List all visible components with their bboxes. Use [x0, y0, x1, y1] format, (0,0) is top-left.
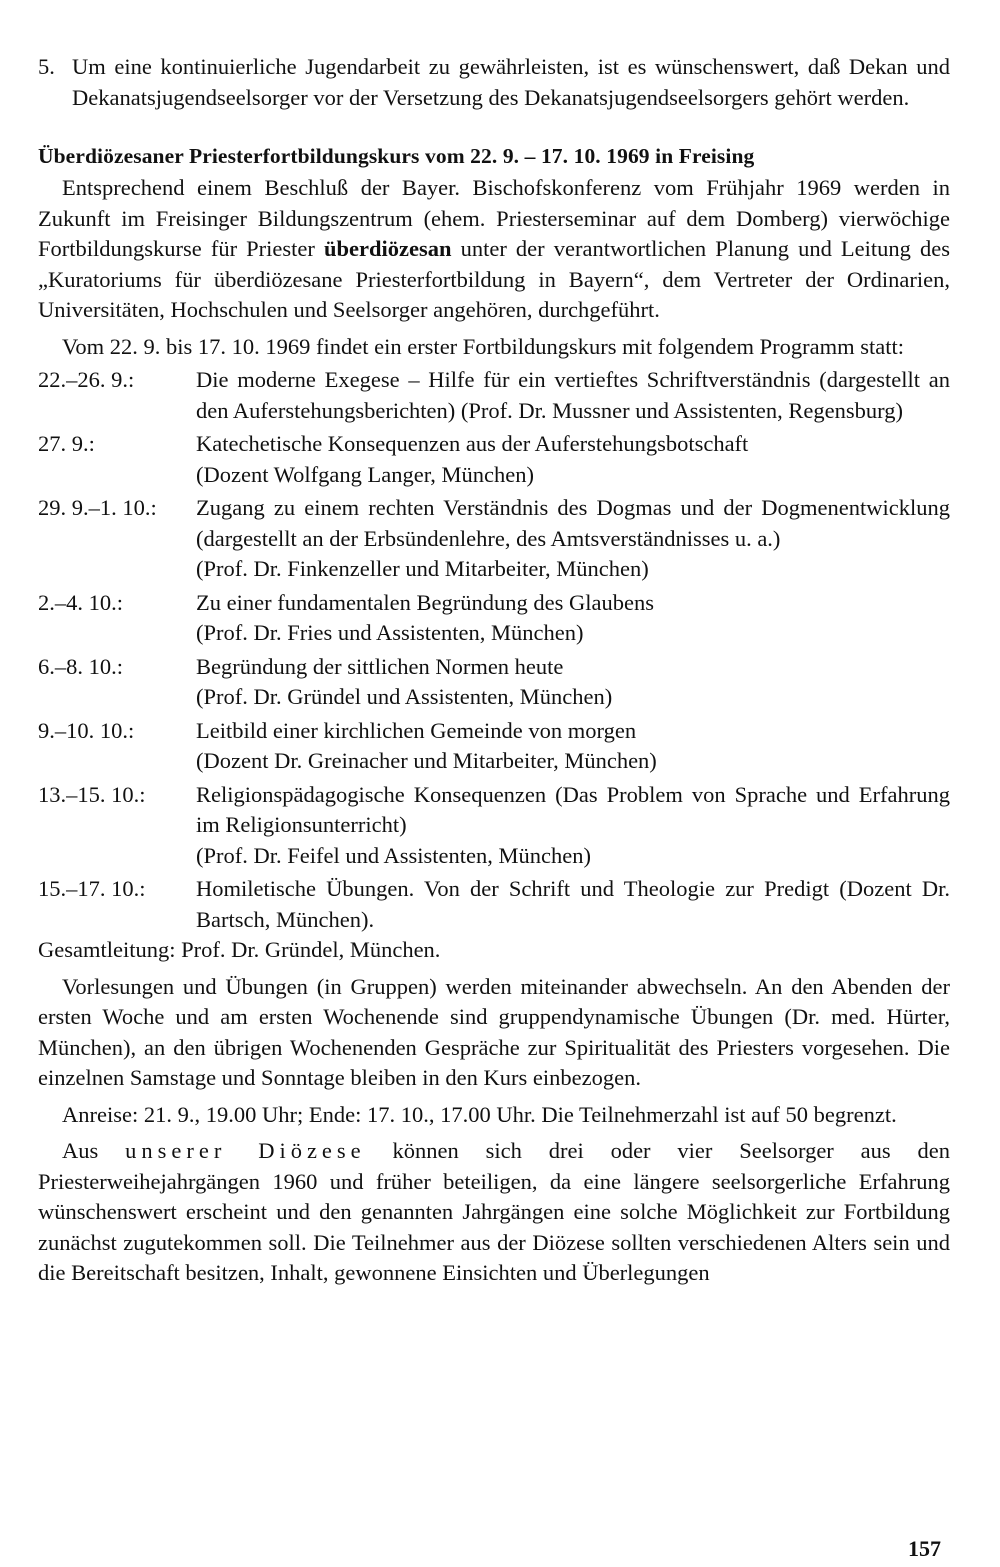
program-topic: Religionspädagogische Konsequenzen (Das Problem von Sprache und Erfahrung im Religionsunterricht): [196, 781, 950, 837]
program-lecturer: (Prof. Dr. Gründel und Assistenten, München): [196, 684, 613, 709]
intro-part-1: Entsprechend einem Beschluß der Bayer. Bischofskonferenz vom Frühjahr 1969 werden in Zukunft im Freisinger Bildungszentrum (ehem. Priesterseminar auf dem Domberg) vierwöchige Fortbildungskurse für Priester: [38, 175, 950, 261]
program-topic: Leitbild einer kirchlichen Gemeinde von morgen: [196, 717, 637, 743]
program-row: [38, 652, 950, 713]
program-date: 27. 9.:: [38, 431, 95, 456]
list-item-5: [38, 52, 950, 113]
program-lecturer: (Dozent Wolfgang Langer, München): [196, 461, 535, 487]
section-heading: Überdiözesaner Priesterfortbildungskurs vom 22. 9. – 17. 10. 1969 in Freising: [38, 144, 755, 168]
program-topic: Die moderne Exegese – Hilfe für ein vertieftes Schriftverständnis (dargestellt an den Auferstehungsberichten) (Prof. Dr. Mussner und Assistenten, Regensburg): [196, 367, 950, 423]
dioezese-spaced-text: unserer Diözese: [125, 1138, 366, 1163]
program-row: [38, 780, 950, 872]
program-date: 29. 9.–1. 10.:: [38, 495, 157, 520]
intro-paragraph: [38, 173, 950, 326]
paragraph-anreise: Anreise: 21. 9., 19.00 Uhr; Ende: 17. 10., 17.00 Uhr. Die Teilnehmerzahl ist auf 50 begrenzt.: [62, 1101, 897, 1127]
program-date: 2.–4. 10.:: [38, 589, 124, 615]
program-topic: Katechetische Konsequenzen aus der Auferstehungsbotschaft: [196, 431, 749, 456]
list-item-number: 5.: [38, 54, 55, 79]
list-item-text: Um eine kontinuierliche Jugendarbeit zu gewährleisten, ist es wünschenswert, daß Dekan und Dekanatsjugendseelsorger vor der Versetzung des Dekanatsjugendseelsorgers gehört werden.: [72, 54, 950, 110]
program-row: [38, 588, 950, 649]
intro-part-2: unter der verantwortlichen Planung und Leitung des „Kuratoriums für überdiözesane Priesterfortbildung in Bayern“, dem Vertreter der Ordinarien, Universitäten, Hochschulen und Seelsorger angehören, durchgeführt.: [38, 236, 950, 322]
program-date: 22.–26. 9.:: [38, 367, 135, 392]
program-lecturer: (Prof. Dr. Feifel und Assistenten, München): [196, 842, 591, 868]
paragraph-dioezese: [38, 1136, 950, 1289]
program-date: 9.–10. 10.:: [38, 717, 135, 743]
program-list: [38, 365, 950, 935]
program-date: 13.–15. 10.:: [38, 781, 146, 807]
program-date: 6.–8. 10.:: [38, 653, 124, 679]
program-row: [38, 365, 950, 426]
program-lecturer: (Prof. Dr. Finkenzeller und Mitarbeiter, München): [196, 556, 649, 581]
program-topic: Zu einer fundamentalen Begründung des Glaubens: [196, 589, 654, 615]
dioezese-prefix: Aus: [62, 1138, 126, 1163]
document-page: [38, 52, 950, 1289]
program-topic: Zugang zu einem rechten Verständnis des Dogmas und der Dogmenentwicklung (dargestellt an der Erbsündenlehre, des Amtsverständnisses u. a.): [196, 495, 950, 551]
page-number: 157: [908, 1536, 941, 1561]
program-topic: Begründung der sittlichen Normen heute: [196, 653, 564, 679]
intro-bold-word: überdiözesan: [323, 236, 452, 261]
program-lecturer: (Prof. Dr. Fries und Assistenten, München): [196, 620, 584, 645]
program-row: [38, 429, 950, 490]
program-row: [38, 874, 950, 935]
program-date: 15.–17. 10.:: [38, 876, 146, 901]
program-row: [38, 493, 950, 585]
program-lecturer: (Dozent Dr. Greinacher und Mitarbeiter, München): [196, 748, 657, 773]
program-intro: Vom 22. 9. bis 17. 10. 1969 findet ein erster Fortbildungskurs mit folgendem Programm statt:: [62, 333, 905, 359]
program-topic: Homiletische Übungen. Von der Schrift und Theologie zur Predigt (Dozent Dr. Bartsch, München).: [196, 876, 950, 932]
dioezese-rest: können sich drei oder vier Seelsorger aus den Priesterweihejahrgängen 1960 und früher beteiligen, da eine längere seelsorgerliche Erfahrung wünschenswert erscheint und den genannten Jahrgängen eine solche Möglichkeit zur Fortbildung zunächst zugutekommen soll. Die Teilnehmer aus der Diözese sollten verschiedenen Alters sein und die Bereitschaft besitzen, Inhalt, gewonnene Einsichten und Überlegungen: [38, 1138, 950, 1285]
paragraph-vorlesungen: Vorlesungen und Übungen (in Gruppen) werden miteinander abwechseln. An den Abenden der ersten Woche und am ersten Wochenende sind gruppendynamische Übungen (Dr. med. Hürter, München), an den übrigen Wochenenden Gespräche zur Spiritualität des Priesters vorgesehen. Die einzelnen Samstage und Sonntage bleiben in den Kurs einbezogen.: [38, 973, 950, 1090]
gesamtleitung: Gesamtleitung: Prof. Dr. Gründel, München.: [38, 937, 441, 962]
program-row: [38, 716, 950, 777]
